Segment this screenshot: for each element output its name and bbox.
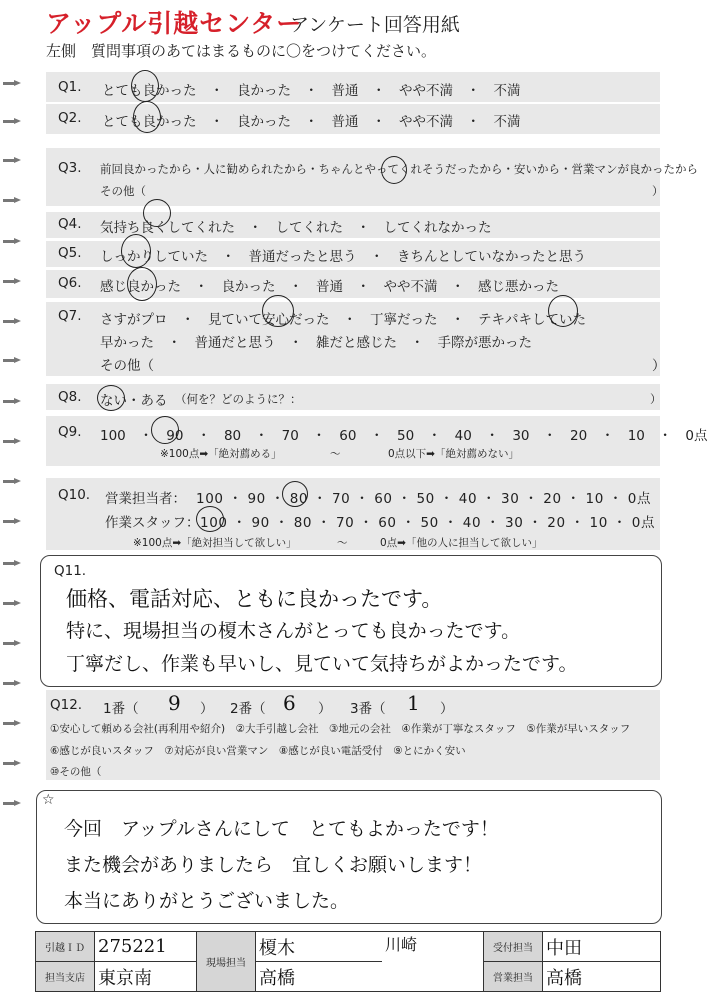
- margin-arrow-icon: [3, 238, 22, 245]
- form-subtitle: アンケート回答用紙: [290, 14, 460, 36]
- margin-arrow-icon: [3, 680, 22, 687]
- score-scale[interactable]: 100 ・ 90 ・ 80 ・ 70 ・ 60 ・ 50 ・ 40 ・ 30 ・ 20 ・ 10 ・ 0点: [100, 428, 708, 444]
- reception-label: 受付担当: [484, 932, 543, 962]
- rank2-value[interactable]: 6: [283, 691, 296, 715]
- question-options[interactable]: 感じ良かった ・ 良かった ・ 普通 ・ やや不満 ・ 感じ悪かった: [100, 279, 559, 295]
- question-number: Q4.: [58, 216, 82, 232]
- margin-arrow-icon: [3, 600, 22, 607]
- move-id-value: 275221: [95, 932, 197, 962]
- score-note-left: ※100点➡「絶対担当して欲しい」: [133, 537, 297, 549]
- branch-value: 東京南: [95, 962, 197, 992]
- margin-arrow-icon: [3, 438, 22, 445]
- site-staff-value: 高橋: [256, 962, 383, 992]
- score-note-tilde: 〜: [330, 448, 341, 460]
- question-options[interactable]: しっかりしていた ・ 普通だったと思う ・ きちんとしていなかったと思う: [100, 249, 586, 265]
- answer-circle: [262, 295, 294, 327]
- margin-arrow-icon: [3, 157, 22, 164]
- answer-circle: [133, 101, 161, 133]
- office-use-table: [35, 931, 661, 992]
- question-number: Q9.: [58, 424, 82, 440]
- score-note-left: ※100点➡「絶対薦める」: [160, 448, 282, 460]
- sales-score-scale[interactable]: 100 ・ 90 ・ 80 ・ 70 ・ 60 ・ 50 ・ 40 ・ 30 ・ 20 ・ 10 ・ 0点: [196, 491, 652, 507]
- other-label: その他（: [100, 184, 146, 198]
- other-close: ）: [652, 184, 664, 198]
- reception-value: 中田: [543, 932, 661, 962]
- q12-options-line: ⑥感じが良いスタッフ ⑦対応が良い営業マン ⑧感じが良い電話受付 ⑨とにかく安い: [50, 745, 466, 757]
- rank3-close: ）: [440, 701, 454, 717]
- margin-arrow-icon: [3, 800, 22, 807]
- margin-arrow-icon: [3, 318, 22, 325]
- instruction-text: 左側 質問事項のあてはまるものに〇をつけてください。: [46, 42, 437, 60]
- answer-circle: [143, 199, 171, 227]
- score-note-right: 0点以下➡「絶対薦めない」: [388, 448, 519, 460]
- question-options[interactable]: とても良かった ・ 良かった ・ 普通 ・ やや不満 ・ 不満: [102, 83, 521, 99]
- sales-label: 営業担当: [484, 962, 543, 992]
- margin-arrow-icon: [3, 478, 22, 485]
- margin-arrow-icon: [3, 80, 22, 87]
- margin-arrow-icon: [3, 357, 22, 364]
- question-options[interactable]: 早かった ・ 普通だと思う ・ 雑だと感じた ・ 手際が悪かった: [100, 335, 532, 351]
- q12-options-line: ⑩その他（: [50, 766, 102, 778]
- rank1-label: 1番（: [103, 701, 139, 717]
- margin-arrow-icon: [3, 720, 22, 727]
- other-label: その他（: [100, 358, 154, 374]
- margin-arrow-icon: [3, 398, 22, 405]
- question-number: Q10.: [58, 487, 91, 503]
- site-staff-value: 川崎: [382, 932, 484, 992]
- question-options[interactable]: 気持ち良くしてくれた ・ してくれた ・ してくれなかった: [100, 220, 492, 236]
- rank3-label: 3番（: [350, 701, 386, 717]
- question-options[interactable]: 前回良かったから・人に勧められたから・ちゃんとやってくれそうだったから・安いから・営業マンが良かったから: [100, 162, 698, 176]
- question-options[interactable]: とても良かった ・ 良かった ・ 普通 ・ やや不満 ・ 不満: [102, 114, 521, 130]
- q12-options-line: ①安心して頼める会社(再利用や紹介) ②大手引越し会社 ③地元の会社 ④作業が丁寧なスタッフ ⑤作業が早いスタッフ: [50, 723, 631, 735]
- question-options[interactable]: さすがプロ ・ 見ていて安心だった ・ 丁寧だった ・ テキパキしていた: [100, 312, 586, 328]
- question-number: Q3.: [58, 160, 82, 176]
- handwritten-comment-line: 価格、電話対応、ともに良かったです。: [66, 587, 443, 611]
- sales-value: 高橋: [543, 962, 661, 992]
- question-options[interactable]: ない・ある: [100, 393, 168, 409]
- margin-arrow-icon: [3, 560, 22, 567]
- move-id-label: 引越ＩＤ: [36, 932, 95, 962]
- answer-circle: [196, 506, 224, 532]
- question-number: Q5.: [58, 245, 82, 261]
- site-staff-value: 榎木: [256, 932, 383, 962]
- rank2-label: 2番（: [230, 701, 266, 717]
- staff-score-scale[interactable]: 100 ・ 90 ・ 80 ・ 70 ・ 60 ・ 50 ・ 40 ・ 30 ・ 20 ・ 10 ・ 0点: [200, 515, 656, 531]
- margin-arrow-icon: [3, 518, 22, 525]
- brand-title: アップル引越センター: [46, 9, 303, 38]
- branch-label: 担当支店: [36, 962, 95, 992]
- question-number: Q6.: [58, 275, 82, 291]
- answer-circle: [151, 416, 179, 444]
- score-note-tilde: 〜: [337, 537, 348, 549]
- staff-label: 作業スタッフ：: [105, 515, 200, 531]
- site-staff-label: 現場担当: [197, 932, 256, 992]
- answer-circle: [548, 295, 578, 327]
- rank1-close: ）: [200, 701, 214, 717]
- rank2-close: ）: [318, 701, 332, 717]
- margin-arrow-icon: [3, 760, 22, 767]
- question-number: Q12.: [50, 697, 83, 713]
- question-number: Q11.: [54, 563, 87, 579]
- answer-circle: [131, 70, 159, 102]
- margin-arrow-icon: [3, 197, 22, 204]
- question-number: Q1.: [58, 79, 82, 95]
- score-note-right: 0点➡「他の人に担当して欲しい」: [380, 537, 543, 549]
- star-icon: ☆: [42, 792, 55, 808]
- answer-circle: [127, 267, 157, 301]
- question-number: Q2.: [58, 110, 82, 126]
- margin-arrow-icon: [3, 118, 22, 125]
- margin-arrow-icon: [3, 278, 22, 285]
- handwritten-comment-line: 本当にありがとうございました。: [64, 890, 350, 912]
- answer-circle: [97, 385, 125, 411]
- answer-circle: [282, 481, 308, 507]
- rank1-value[interactable]: 9: [168, 691, 181, 715]
- detail-close: ）: [650, 392, 662, 406]
- handwritten-comment-line: また機会がありましたら 宜しくお願いします！: [64, 854, 483, 876]
- other-close: ）: [652, 358, 666, 374]
- handwritten-comment-line: 丁寧だし、作業も早いし、見ていて気持ちがよかったです。: [66, 653, 578, 675]
- question-number: Q7.: [58, 308, 82, 324]
- handwritten-comment-line: 特に、現場担当の榎木さんがとっても良かったです。: [66, 620, 521, 642]
- answer-circle: [381, 156, 407, 184]
- margin-arrow-icon: [3, 640, 22, 647]
- rank3-value[interactable]: 1: [407, 691, 420, 715]
- sales-label: 営業担当者：: [105, 491, 186, 507]
- handwritten-comment-line: 今回 アップルさんにして とてもよかったです！: [64, 818, 499, 840]
- question-number: Q8.: [58, 389, 82, 405]
- detail-label: （何を？どのように？：: [175, 392, 302, 406]
- answer-circle: [121, 234, 151, 268]
